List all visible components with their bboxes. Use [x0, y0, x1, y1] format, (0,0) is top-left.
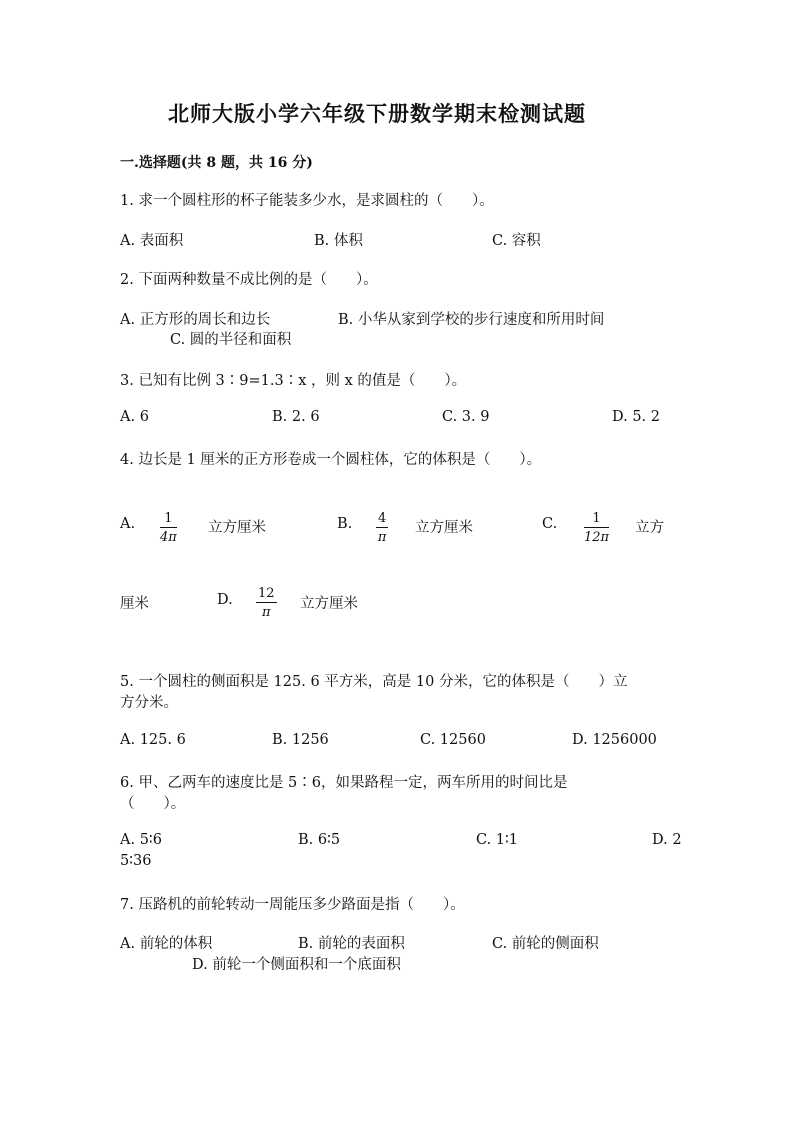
option-a: A. 6 [120, 409, 149, 425]
option-unit: 立方厘米 [208, 520, 266, 536]
fraction [160, 512, 177, 544]
denominator: 4π [160, 530, 177, 545]
option-d: D. 2 [652, 832, 682, 848]
option-b: B. 2. 6 [272, 409, 320, 425]
option-unit: 立方厘米 [415, 520, 473, 536]
option-b: B. 小华从家到学校的步行速度和所用时间 [338, 312, 605, 328]
option-a: A. 表面积 [120, 233, 184, 249]
question-stem: 2. 下面两种数量不成比例的是（ ）。 [120, 272, 378, 288]
question-stem: 4. 边长是 1 厘米的正方形卷成一个圆柱体，它的体积是（ ）。 [120, 452, 542, 468]
option-c: C. 圆的半径和面积 [170, 332, 292, 348]
option-c: C. 前轮的侧面积 [492, 936, 599, 952]
option-b: B. 1256 [272, 732, 329, 748]
question-stem-cont: （ ）。 [120, 796, 186, 812]
section-heading: 一.选择题(共 8 题，共 16 分) [120, 155, 313, 171]
question-stem: 1. 求一个圆柱形的杯子能装多少水，是求圆柱的（ ）。 [120, 193, 494, 209]
question-stem-cont: 方分米。 [120, 695, 178, 711]
denominator: 12π [584, 530, 610, 545]
numerator: 4 [378, 511, 387, 526]
numerator: 1 [584, 512, 609, 528]
option-b: B. 体积 [314, 233, 363, 249]
question-stem: 5. 一个圆柱的侧面积是 125. 6 平方米，高是 10 分米，它的体积是（ ）立 [120, 674, 628, 690]
option-a: A. 5∶6 [120, 832, 162, 848]
option-c: C. 3. 9 [442, 409, 490, 425]
exam-title: 北师大版小学六年级下册数学期末检测试题 [168, 101, 586, 126]
option-b: B. 6∶5 [298, 832, 341, 848]
option-c: C. 1∶1 [476, 832, 519, 848]
question-stem: 6. 甲、乙两车的速度比是 5∶6，如果路程一定，两车所用的时间比是 [120, 775, 568, 791]
fraction [584, 512, 609, 544]
option-letter: D. [217, 592, 233, 608]
option-d: D. 5. 2 [612, 409, 660, 425]
option-a: A. 前轮的体积 [120, 936, 213, 952]
option-unit: 立方 [635, 520, 664, 536]
denominator: π [262, 605, 271, 620]
option-unit: 立方厘米 [300, 596, 358, 612]
option-d: D. 前轮一个侧面积和一个底面积 [192, 957, 401, 973]
option-letter: B. [337, 516, 353, 532]
option-c: C. 12560 [420, 732, 486, 748]
denominator: π [377, 530, 387, 545]
fraction [376, 512, 388, 544]
option-c: C. 容积 [492, 233, 541, 249]
option-a: A. 正方形的周长和边长 [120, 312, 271, 328]
option-d-cont: 5∶36 [120, 853, 152, 869]
question-stem: 7. 压路机的前轮转动一周能压多少路面是指（ ）。 [120, 897, 465, 913]
option-letter: A. [120, 516, 136, 532]
wrapped-unit: 厘米 [120, 596, 149, 612]
numerator: 1 [160, 512, 177, 528]
option-d: D. 1256000 [572, 732, 657, 748]
option-b: B. 前轮的表面积 [298, 936, 405, 952]
fraction [256, 587, 277, 619]
numerator: 12 [258, 586, 275, 601]
option-letter: C. [542, 516, 558, 532]
question-stem: 3. 已知有比例 3∶9=1.3∶x ，则 x 的值是（ ）。 [120, 373, 467, 389]
option-a: A. 125. 6 [120, 732, 186, 748]
